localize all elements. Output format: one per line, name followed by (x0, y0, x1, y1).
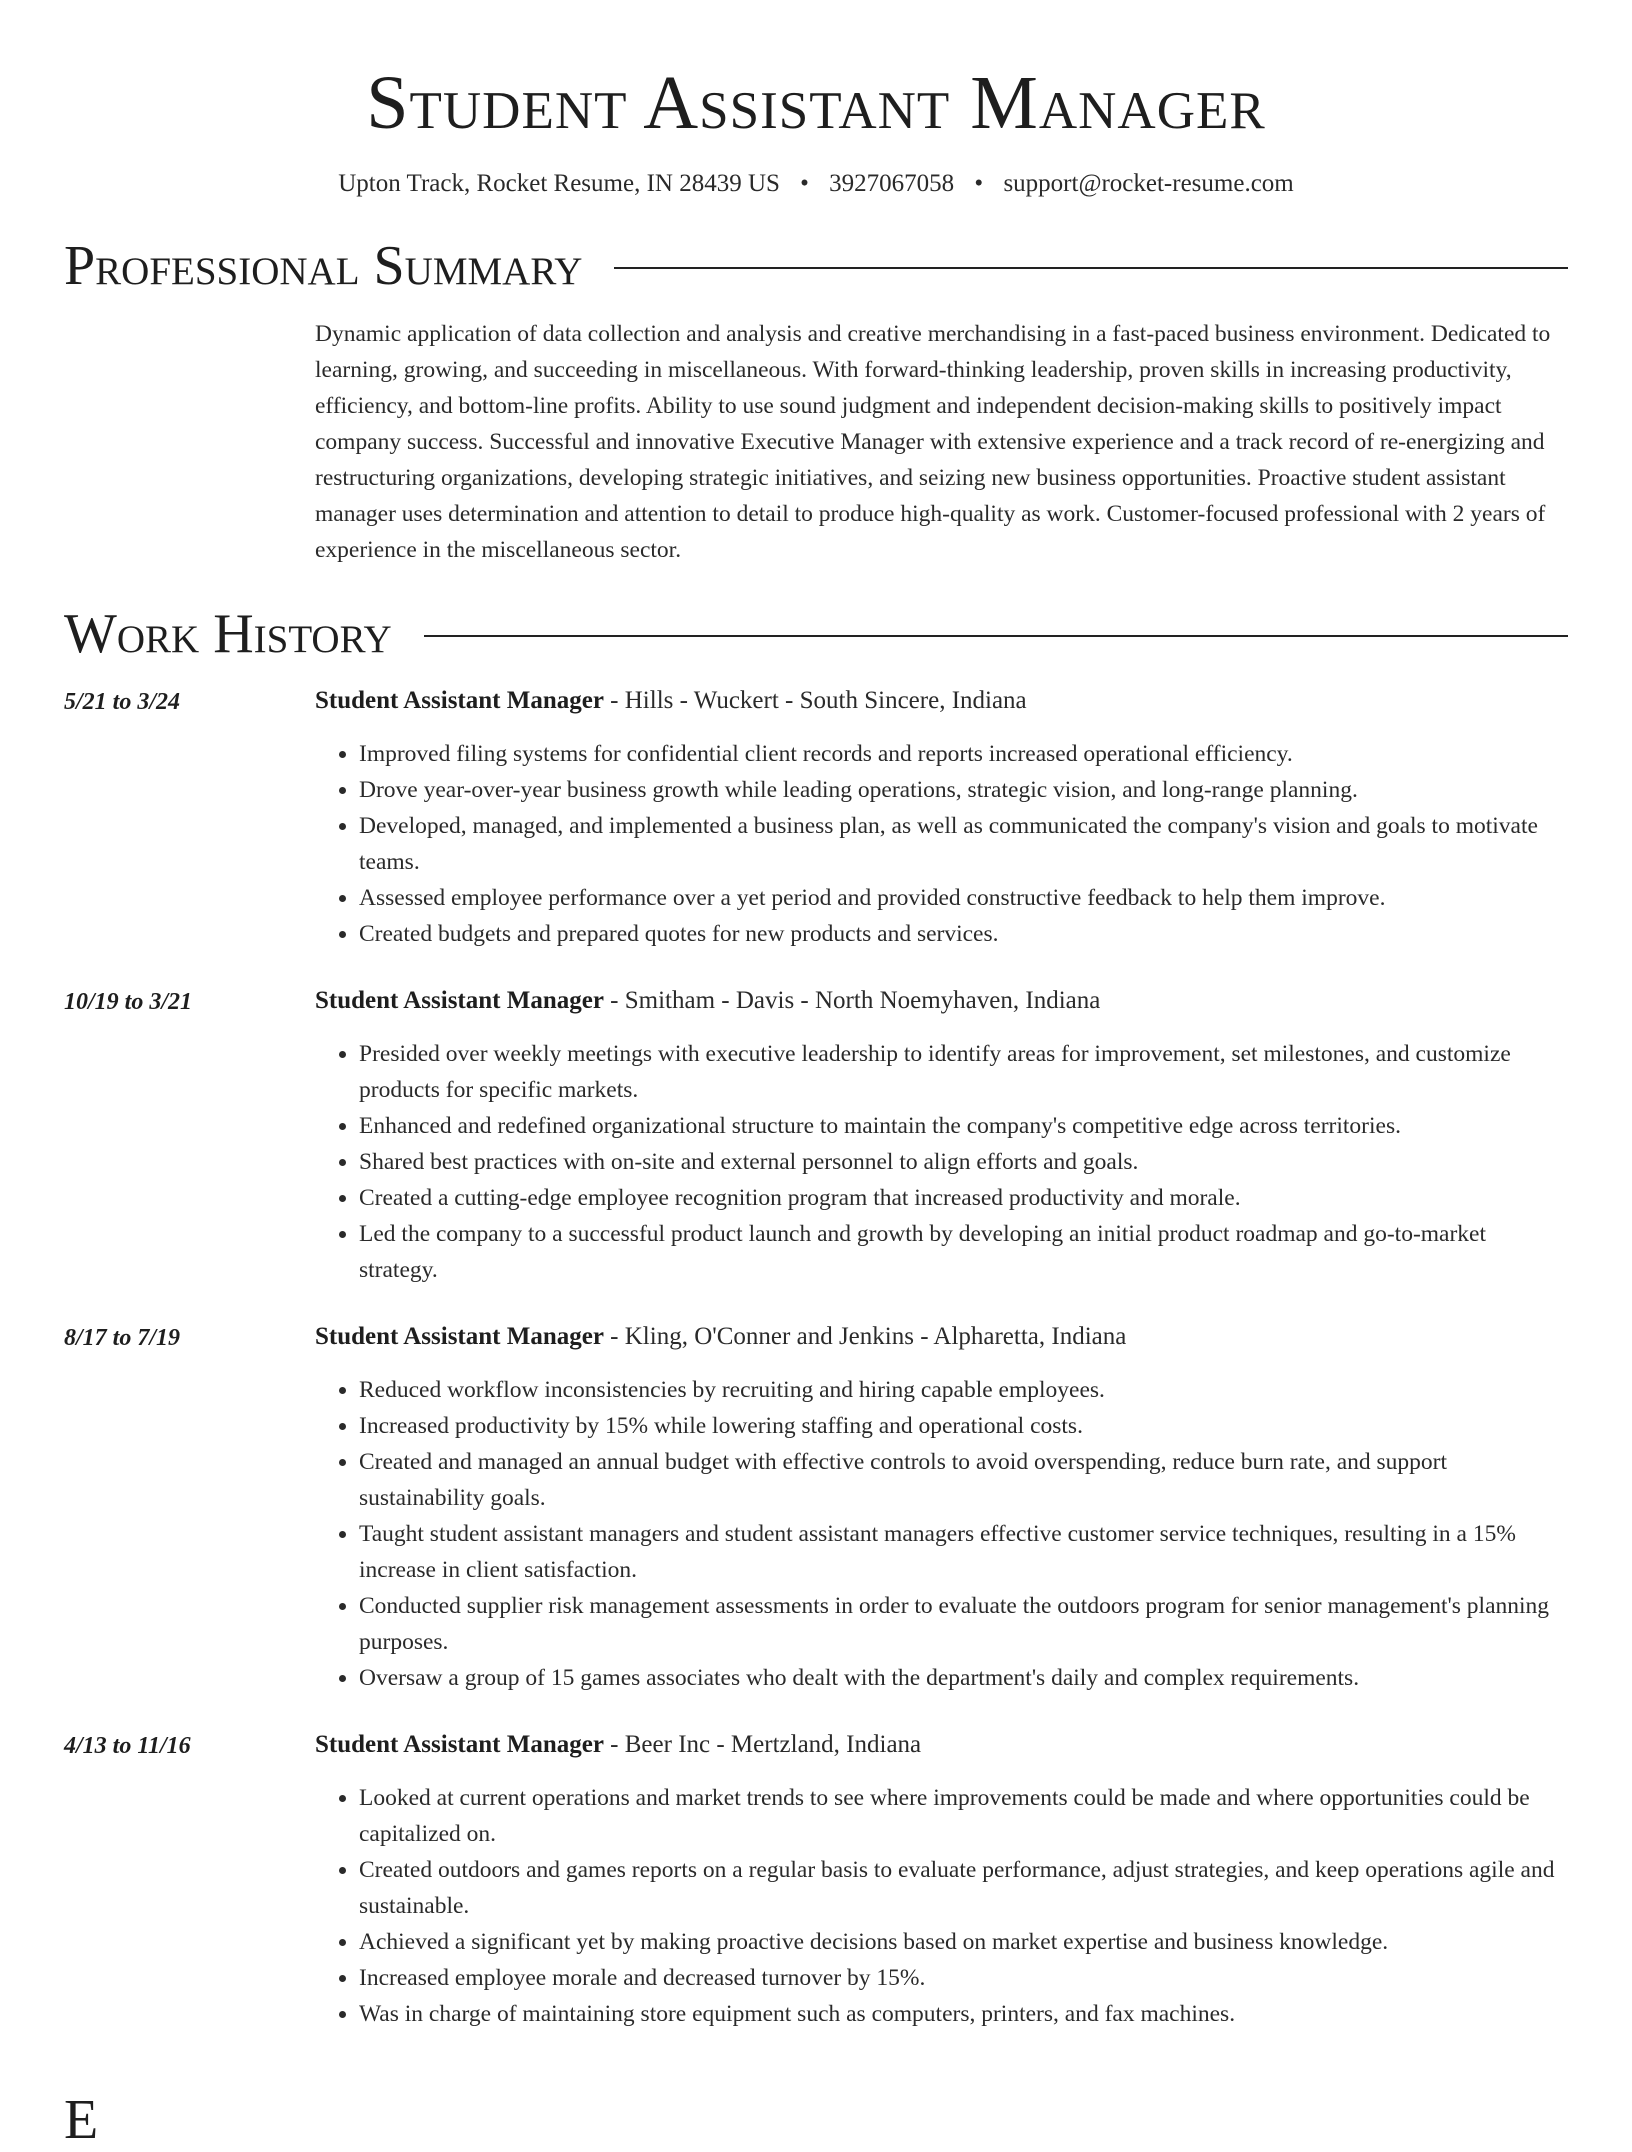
job-dates: 5/21 to 3/24 (64, 689, 181, 715)
job-body (315, 982, 1568, 1288)
job-employer-location: - Beer Inc - Mertzland, Indiana (603, 1731, 922, 1758)
job-bullet: • Enhanced and redefined organizational structure to maintain the company's competitive edge across territories. (359, 1108, 1568, 1144)
job-title: Student Assistant Manager (315, 1731, 604, 1758)
job-bullet: • Was in charge of maintaining store equipment such as computers, printers, and fax machines. (359, 1996, 1568, 2032)
job-bullet-list (315, 1372, 1568, 1696)
section-divider (614, 267, 1568, 269)
job-body (315, 682, 1568, 952)
contact-phone: 3927067058 (829, 170, 955, 197)
job-bullet: • Conducted supplier risk management assessments in order to evaluate the outdoors program for senior management's planning purposes. (359, 1588, 1568, 1660)
job-heading (315, 1318, 1568, 1356)
candidate-name: Student Assistant Manager (366, 61, 1266, 145)
job-bullet: • Drove year-over-year business growth while leading operations, strategic vision, and long-range planning. (359, 772, 1568, 808)
job-entry (64, 682, 1568, 952)
job-heading (315, 982, 1568, 1020)
job-title: Student Assistant Manager (315, 987, 604, 1014)
job-title: Student Assistant Manager (315, 1323, 604, 1350)
contact-email: support@rocket-resume.com (1003, 170, 1294, 197)
job-bullet: • Developed, managed, and implemented a business plan, as well as communicated the company's vision and goals to motivate teams. (359, 808, 1568, 880)
job-entry (64, 1318, 1568, 1696)
job-bullet: • Increased employee morale and decreased turnover by 15%. (359, 1960, 1568, 1996)
job-dates: 8/17 to 7/19 (64, 1325, 181, 1351)
job-bullet: • Looked at current operations and market trends to see where improvements could be made and where opportunities could be capitalized on. (359, 1780, 1568, 1852)
job-body (315, 1318, 1568, 1696)
job-bullet-list (315, 736, 1568, 952)
contact-separator: • (800, 170, 809, 197)
job-bullet: • Achieved a significant yet by making proactive decisions based on market expertise and business knowledge. (359, 1924, 1568, 1960)
job-title: Student Assistant Manager (315, 687, 604, 714)
job-bullet: • Presided over weekly meetings with executive leadership to identify areas for improvement, set milestones, and customize products for specific markets. (359, 1036, 1568, 1108)
job-bullet: • Created budgets and prepared quotes for new products and services. (359, 916, 1568, 952)
job-bullet: • Oversaw a group of 15 games associates who dealt with the department's daily and complex requirements. (359, 1660, 1568, 1696)
job-entry (64, 982, 1568, 1288)
job-bullet: • Led the company to a successful product launch and growth by developing an initial product roadmap and go-to-market strategy. (359, 1216, 1568, 1288)
job-bullet: • Increased productivity by 15% while lowering staffing and operational costs. (359, 1408, 1568, 1444)
job-bullet: • Created and managed an annual budget with effective controls to avoid overspending, reduce burn rate, and support sustainability goals. (359, 1444, 1568, 1516)
contact-line (64, 168, 1568, 200)
job-body (315, 1726, 1568, 2032)
contact-separator: • (974, 170, 984, 197)
job-bullet: • Assessed employee performance over a yet period and provided constructive feedback to help them improve. (359, 880, 1568, 916)
job-entry (64, 1726, 1568, 2032)
professional-summary-header (64, 234, 1568, 298)
job-bullet-list (315, 1036, 1568, 1288)
job-dates: 4/13 to 11/16 (64, 1733, 191, 1759)
job-bullet-list (315, 1780, 1568, 2032)
summary-text: Dynamic application of data collection and analysis and creative merchandising in a fast-paced business environment. Dedicated to learning, growing, and succeeding in miscellaneous. With forward-thinking leadership, proven skills in increasing productivity, efficiency, and bottom-line profits. Ability to use sound judgment and independent decision-making skills to positively impact company success. Successful and innovative Executive Manager with extensive experience and a track record of re-energizing and restructuring organizations, developing strategic initiatives, and seizing new business opportunities. Proactive student assistant manager uses determination and attention to detail to produce high-quality as work. Customer-focused professional with 2 years of experience in the miscellaneous sector. (315, 321, 1551, 563)
job-heading (315, 1726, 1568, 1764)
job-bullet: • Improved filing systems for confidential client records and reports increased operational efficiency. (359, 736, 1568, 772)
section-title: Professional Summary (64, 235, 583, 297)
job-bullet: • Created outdoors and games reports on a regular basis to evaluate performance, adjust strategies, and keep operations agile and sustainable. (359, 1852, 1568, 1924)
job-employer-location: - Smitham - Davis - North Noemyhaven, Indiana (603, 987, 1101, 1014)
job-bullet: • Reduced workflow inconsistencies by recruiting and hiring capable employees. (359, 1372, 1568, 1408)
section-title: Work History (64, 603, 392, 665)
job-heading (315, 682, 1568, 720)
job-employer-location: - Hills - Wuckert - South Sincere, Indiana (603, 687, 1027, 714)
job-bullet: • Shared best practices with on-site and external personnel to align efforts and goals. (359, 1144, 1568, 1180)
work-history-header (64, 602, 1568, 666)
job-bullet: • Created a cutting-edge employee recognition program that increased productivity and morale. (359, 1180, 1568, 1216)
section-divider (424, 635, 1568, 637)
job-bullet: • Taught student assistant managers and student assistant managers effective customer service techniques, resulting in a 15% increase in client satisfaction. (359, 1516, 1568, 1588)
next-section-title-partial: E (64, 2089, 99, 2151)
work-history-list (64, 682, 1568, 2032)
contact-address: Upton Track, Rocket Resume, IN 28439 US (338, 170, 780, 197)
resume-page (64, 0, 1568, 2032)
job-employer-location: - Kling, O'Conner and Jenkins - Alpharetta, Indiana (603, 1323, 1127, 1350)
job-dates: 10/19 to 3/21 (64, 989, 193, 1015)
